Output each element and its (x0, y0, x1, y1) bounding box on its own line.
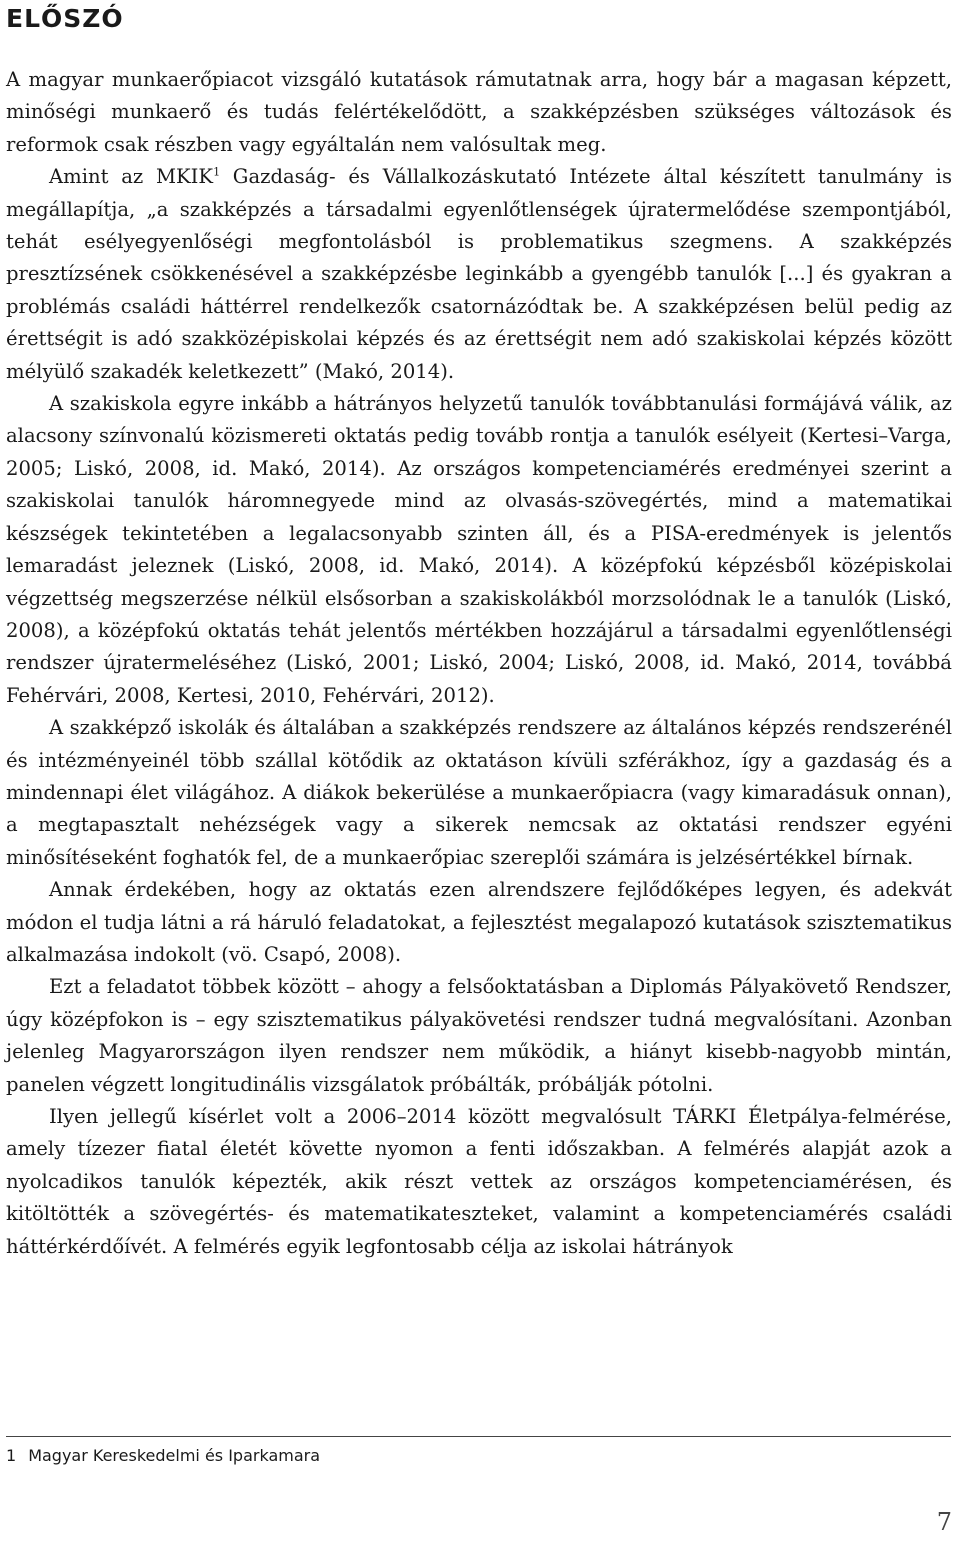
footnote-text: Magyar Kereskedelmi és Iparkamara (28, 1446, 321, 1465)
footnote-number: 1 (6, 1446, 17, 1465)
paragraph-6: Ezt a feladatot többek között – ahogy a felsőoktatásban a Diplomás Pályakövető Rendszer, úgy középfokon is – egy szisztematikus pályakövetési rendszer tudná megvalósítani. Azonban jelenleg Magyarországon ilyen rendszer nem működik, a hiányt kisebb-nagyobb mintán, panelen végzett longitudinális vizsgálatok próbálták, próbálják pótolni. (6, 975, 952, 1096)
paragraph-3: A szakiskola egyre inkább a hátrányos helyzetű tanulók továbbtanulási formájává válik, az alacsony színvonalú közismereti oktatás pedig tovább rontja a tanulók esélyeit (Kertesi–Varga, 2005; Liskó, 2008, id. Makó, 2014). Az országos kompetenciamérés eredményei szerint a szakiskolai tanulók háromnegyede mind az olvasás-szövegértés, mind a matematikai készségek tekintetében a legalacsonyabb szinten áll, és a PISA-eredmények is jelentős lemaradást jeleznek (Liskó, 2008, id. Makó, 2014). A középfokú képzésből középiskolai végzettség megszerzése nélkül elsősorban a szakiskolákból morzsolódnak le a tanulók (Liskó, 2008), a középfokú oktatás tehát jelentős mértékben hozzájárul a társadalmi egyenlőtlenségi rendszer újratermeléséhez (Liskó, 2001; Liskó, 2004; Liskó, 2008, id. Makó, 2014, továbbá Fehérvári, 2008, Kertesi, 2010, Fehérvári, 2012). (6, 392, 952, 707)
paragraph-5: Annak érdekében, hogy az oktatás ezen alrendszere fejlődőképes legyen, és adekvát módon el tudja látni a rá háruló feladatokat, a fejlesztést megalapozó kutatások szisztematikus alkalmazása indokolt (vö. Csapó, 2008). (6, 878, 952, 966)
paragraph-2-start: Amint az MKIK (49, 165, 214, 189)
footnote-reference: 1 (213, 165, 221, 179)
body-text (6, 64, 952, 1263)
paragraph-7: Ilyen jellegű kísérlet volt a 2006–2014 között megvalósult TÁRKI Életpálya-felmérése, amely tízezer fiatal életét követte nyomon a fenti időszakban. A felmérés alapját azok a nyolcadikos tanulók képezték, akik részt vettek az országos kompetenciamérésen, és kitöltötték a szövegértés- és matematikateszteket, valamint a kompetenciamérés családi háttérkérdőívét. A felmérés egyik legfontosabb célja az iskolai hátrányok (6, 1105, 952, 1258)
paragraph-4: A szakképző iskolák és általában a szakképzés rendszere az általános képzés rendszerénél és intézményeinél több szállal kötődik az oktatáson kívüli szférákhoz, így a gazdaság és a mindennapi élet világához. A diákok bekerülése a munkaerőpiacra (vagy kimaradásuk onnan), a megtapasztalt nehézségek vagy a sikerek nemcsak az oktatási rendszer egyéni minősítéseként foghatók fel, de a munkaerőpiac szereplői számára is jelzésértékkel bírnak. (6, 716, 952, 869)
paragraph-2 (6, 161, 952, 388)
paragraph-2-rest: Gazdaság- és Vállalkozáskutató Intézete által készített tanulmány is megállapítja, „a szakképzés a társadalmi egyenlőtlenségek újratermelődése szempontjából, tehát esélyegyenlőségi megfontolásból is problematikus szegmens. A szakképzés presztízsének csökkenésével a szakképzésbe leginkább a gyengébb tanulók [...] és gyakran a problémás családi háttérrel rendelkezők csatornázódtak be. A szakképzésen belül pedig az érettségit is adó szakközépiskolai képzés és az érettségit nem adó szakiskolai képzés között mélyülő szakadék keletkezett” (Makó, 2014). (6, 165, 953, 383)
paragraph-1: A magyar munkaerőpiacot vizsgáló kutatások rámutatnak arra, hogy bár a magasan képzett, minőségi munkaerő és tudás felértékelődött, a szakképzésben szükséges változások és reformok csak részben vagy egyáltalán nem valósultak meg. (6, 68, 952, 156)
footnote-divider (6, 1436, 951, 1437)
page-number: 7 (936, 1508, 952, 1536)
page-title: ELŐSZÓ (6, 4, 124, 33)
footnote (6, 1446, 320, 1465)
